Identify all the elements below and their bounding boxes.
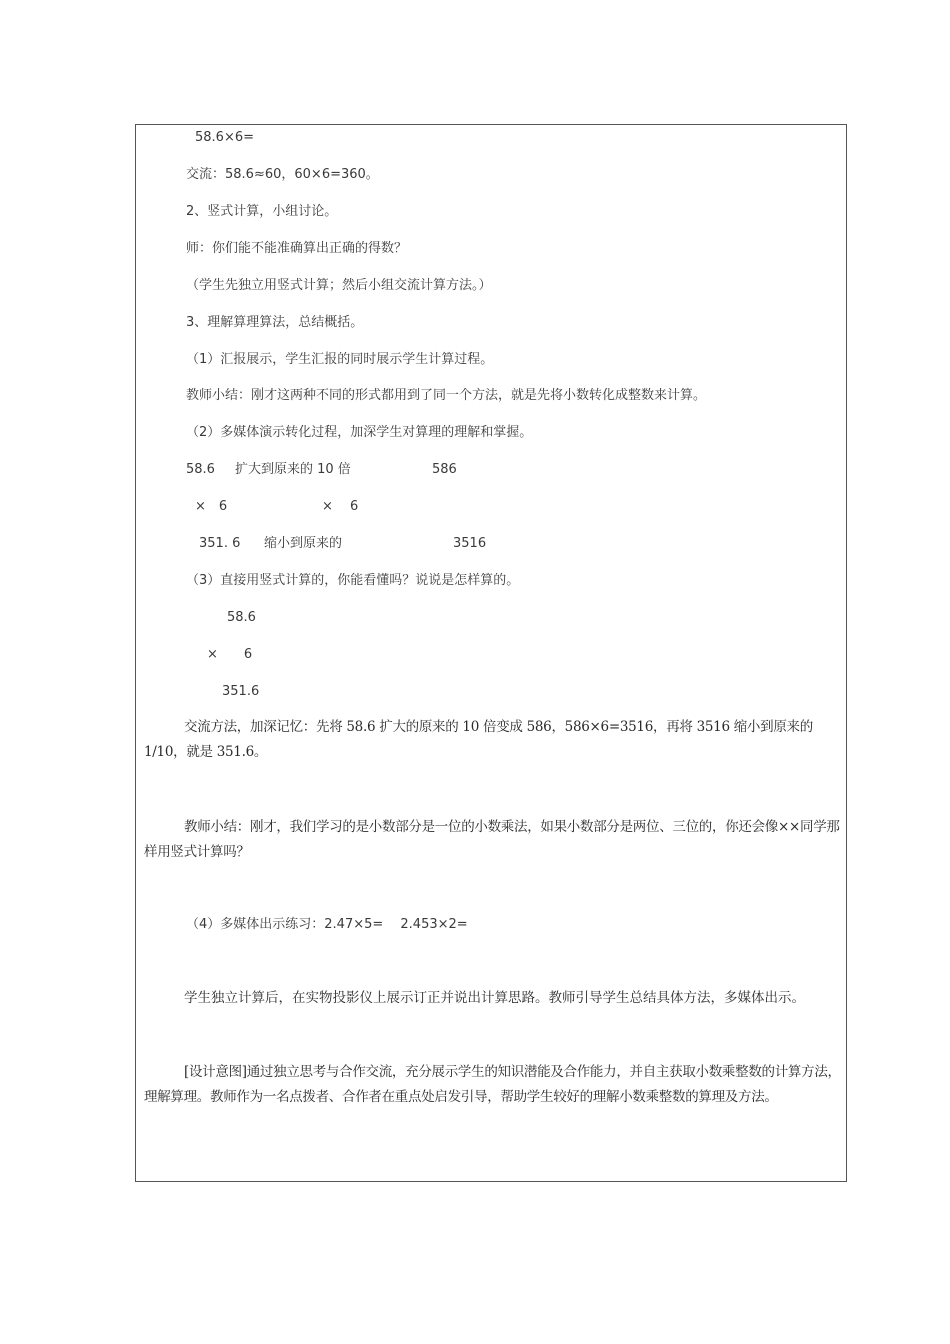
sub-step-4-practice: （4）多媒体出示练习：2.47×5= 2.453×2= xyxy=(186,917,468,932)
exchange-line: 交流：58.6≈60，60×6=360。 xyxy=(186,167,379,182)
conversion-result-integer: 3516 xyxy=(453,536,487,551)
teacher-summary-1: 教师小结：刚才这两种不同的形式都用到了同一个方法，就是先将小数转化成整数来计算。 xyxy=(186,388,707,403)
design-intent-paragraph: [设计意图]通过独立思考与合作交流，充分展示学生的知识潜能及合作能力，并自主获取小数乘整数的计算方法，理解算理。教师作为一名点拨者、合作者在重点处启发引导，帮助学生较好的理解小数乘整数的算理及方法。 xyxy=(144,1064,841,1105)
student-activity-note: （学生先独立用竖式计算；然后小组交流计算方法。） xyxy=(186,278,492,293)
teacher-question: 师：你们能不能准确算出正确的得数？ xyxy=(186,241,408,256)
conversion-multiplier-left: × 6 xyxy=(195,499,228,514)
step-3-heading: 3、理解算理算法，总结概括。 xyxy=(186,315,364,330)
exchange-method-paragraph: 交流方法，加深记忆：先将 58.6 扩大的原来的 10 倍变成 586，586×6=3516，再将 3516 缩小到原来的 1/10，就是 351.6。 xyxy=(144,719,813,760)
sub-step-1: （1）汇报展示，学生汇报的同时展示学生计算过程。 xyxy=(186,352,494,367)
conversion-result-decimal: 351. 6 xyxy=(199,536,241,551)
conversion-shrink-label: 缩小到原来的 xyxy=(264,536,343,551)
vertical-product: 351.6 xyxy=(222,684,260,699)
expression-line: 58.6×6= xyxy=(195,130,255,145)
teacher-summary-2: 教师小结：刚才，我们学习的是小数部分是一位的小数乘法，如果小数部分是两位、三位的，你还会像××同学那样用竖式计算吗？ xyxy=(144,819,840,860)
vertical-multiplier: × 6 xyxy=(207,647,253,662)
vertical-multiplicand: 58.6 xyxy=(227,610,256,625)
step-2-heading: 2、竖式计算，小组讨论。 xyxy=(186,204,338,219)
conversion-multiplier-right: × 6 xyxy=(322,499,359,514)
conversion-enlarge-label: 扩大到原来的 10 倍 xyxy=(235,462,351,477)
sub-step-3: （3）直接用竖式计算的，你能看懂吗？说说是怎样算的。 xyxy=(186,573,520,588)
sub-step-2: （2）多媒体演示转化过程，加深学生对算理的理解和掌握。 xyxy=(186,425,533,440)
conversion-integer: 586 xyxy=(432,462,457,477)
conversion-decimal: 58.6 xyxy=(186,462,215,477)
student-practice-paragraph: 学生独立计算后，在实物投影仪上展示订正并说出计算思路。教师引导学生总结具体方法，多媒体出示。 xyxy=(184,990,805,1006)
